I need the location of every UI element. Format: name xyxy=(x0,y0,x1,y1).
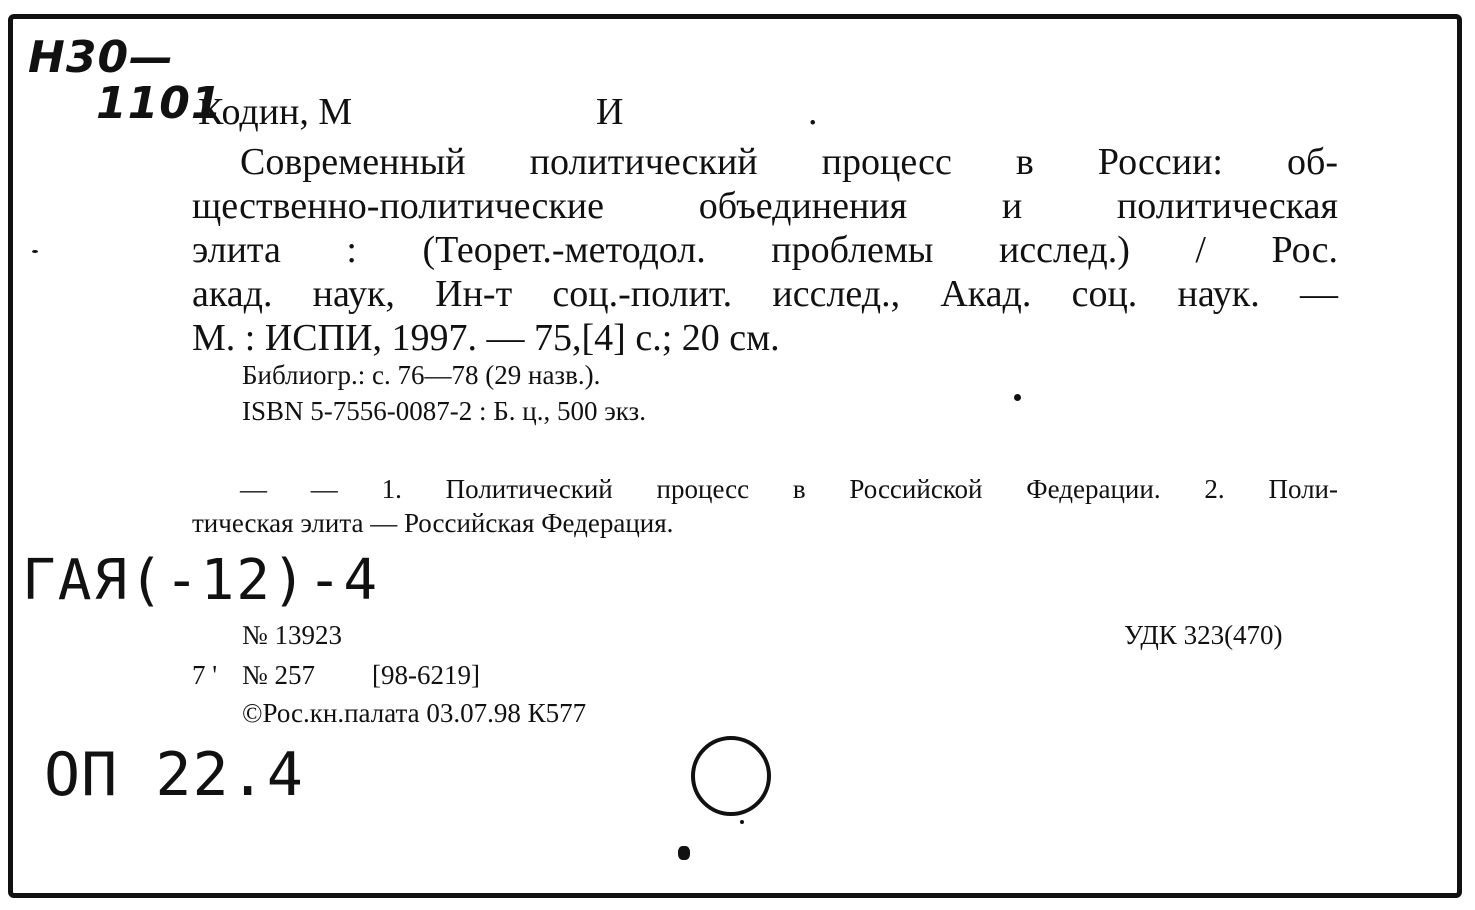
copyright-line: ©Рос.кн.палата 03.07.98 К577 xyxy=(242,698,587,728)
udk-code: УДК 323(470) xyxy=(1124,620,1283,650)
subject-line-2: тическая элита — Российская Федерация. xyxy=(192,508,674,538)
scan-speck xyxy=(740,820,744,824)
handwritten-class-code: ГАЯ(-12)-4 xyxy=(22,548,380,613)
scan-speck xyxy=(678,846,690,860)
author-surname: Кодин, М xyxy=(198,91,353,133)
bibliography-note: Библиогр.: с. 76—78 (29 назв.). xyxy=(242,360,601,390)
isbn-note: ISBN 5-7556-0087-2 : Б. ц., 500 экз. xyxy=(242,396,646,426)
scan-speck xyxy=(32,250,38,253)
title-line-3: элита : (Теорет.-методол. проблемы исслед.) / Рос. xyxy=(192,229,1338,271)
issue-code: [98-6219] xyxy=(372,660,480,690)
call-number-top: Н30— xyxy=(28,32,175,83)
author-initial: И xyxy=(596,91,624,133)
title-line-1: Современный политический процесс в России: об- xyxy=(240,141,1338,183)
author-dot: . xyxy=(808,91,818,133)
title-line-2: щественно-политические объединения и политическая xyxy=(192,185,1338,227)
subject-line-1: — — 1. Политический процесс в Российской Федерации. 2. Поли- xyxy=(240,474,1338,504)
issue-number: № 257 xyxy=(242,660,316,690)
issue-prefix: 7 ' xyxy=(192,660,218,690)
call-number-bottom: 1101 xyxy=(96,78,223,129)
title-line-5: М. : ИСПИ, 1997. — 75,[4] с.; 20 см. xyxy=(192,317,780,359)
record-number: № 13923 xyxy=(242,620,343,650)
subject-headings xyxy=(192,472,1338,540)
title-line-4: акад. наук, Ин-т соц.-полит. исслед., Акад. соц. наук. — xyxy=(192,273,1338,315)
punch-hole xyxy=(691,736,771,816)
scan-speck xyxy=(1014,394,1021,401)
handwritten-shelf-mark: ОП 22.4 xyxy=(44,740,304,810)
